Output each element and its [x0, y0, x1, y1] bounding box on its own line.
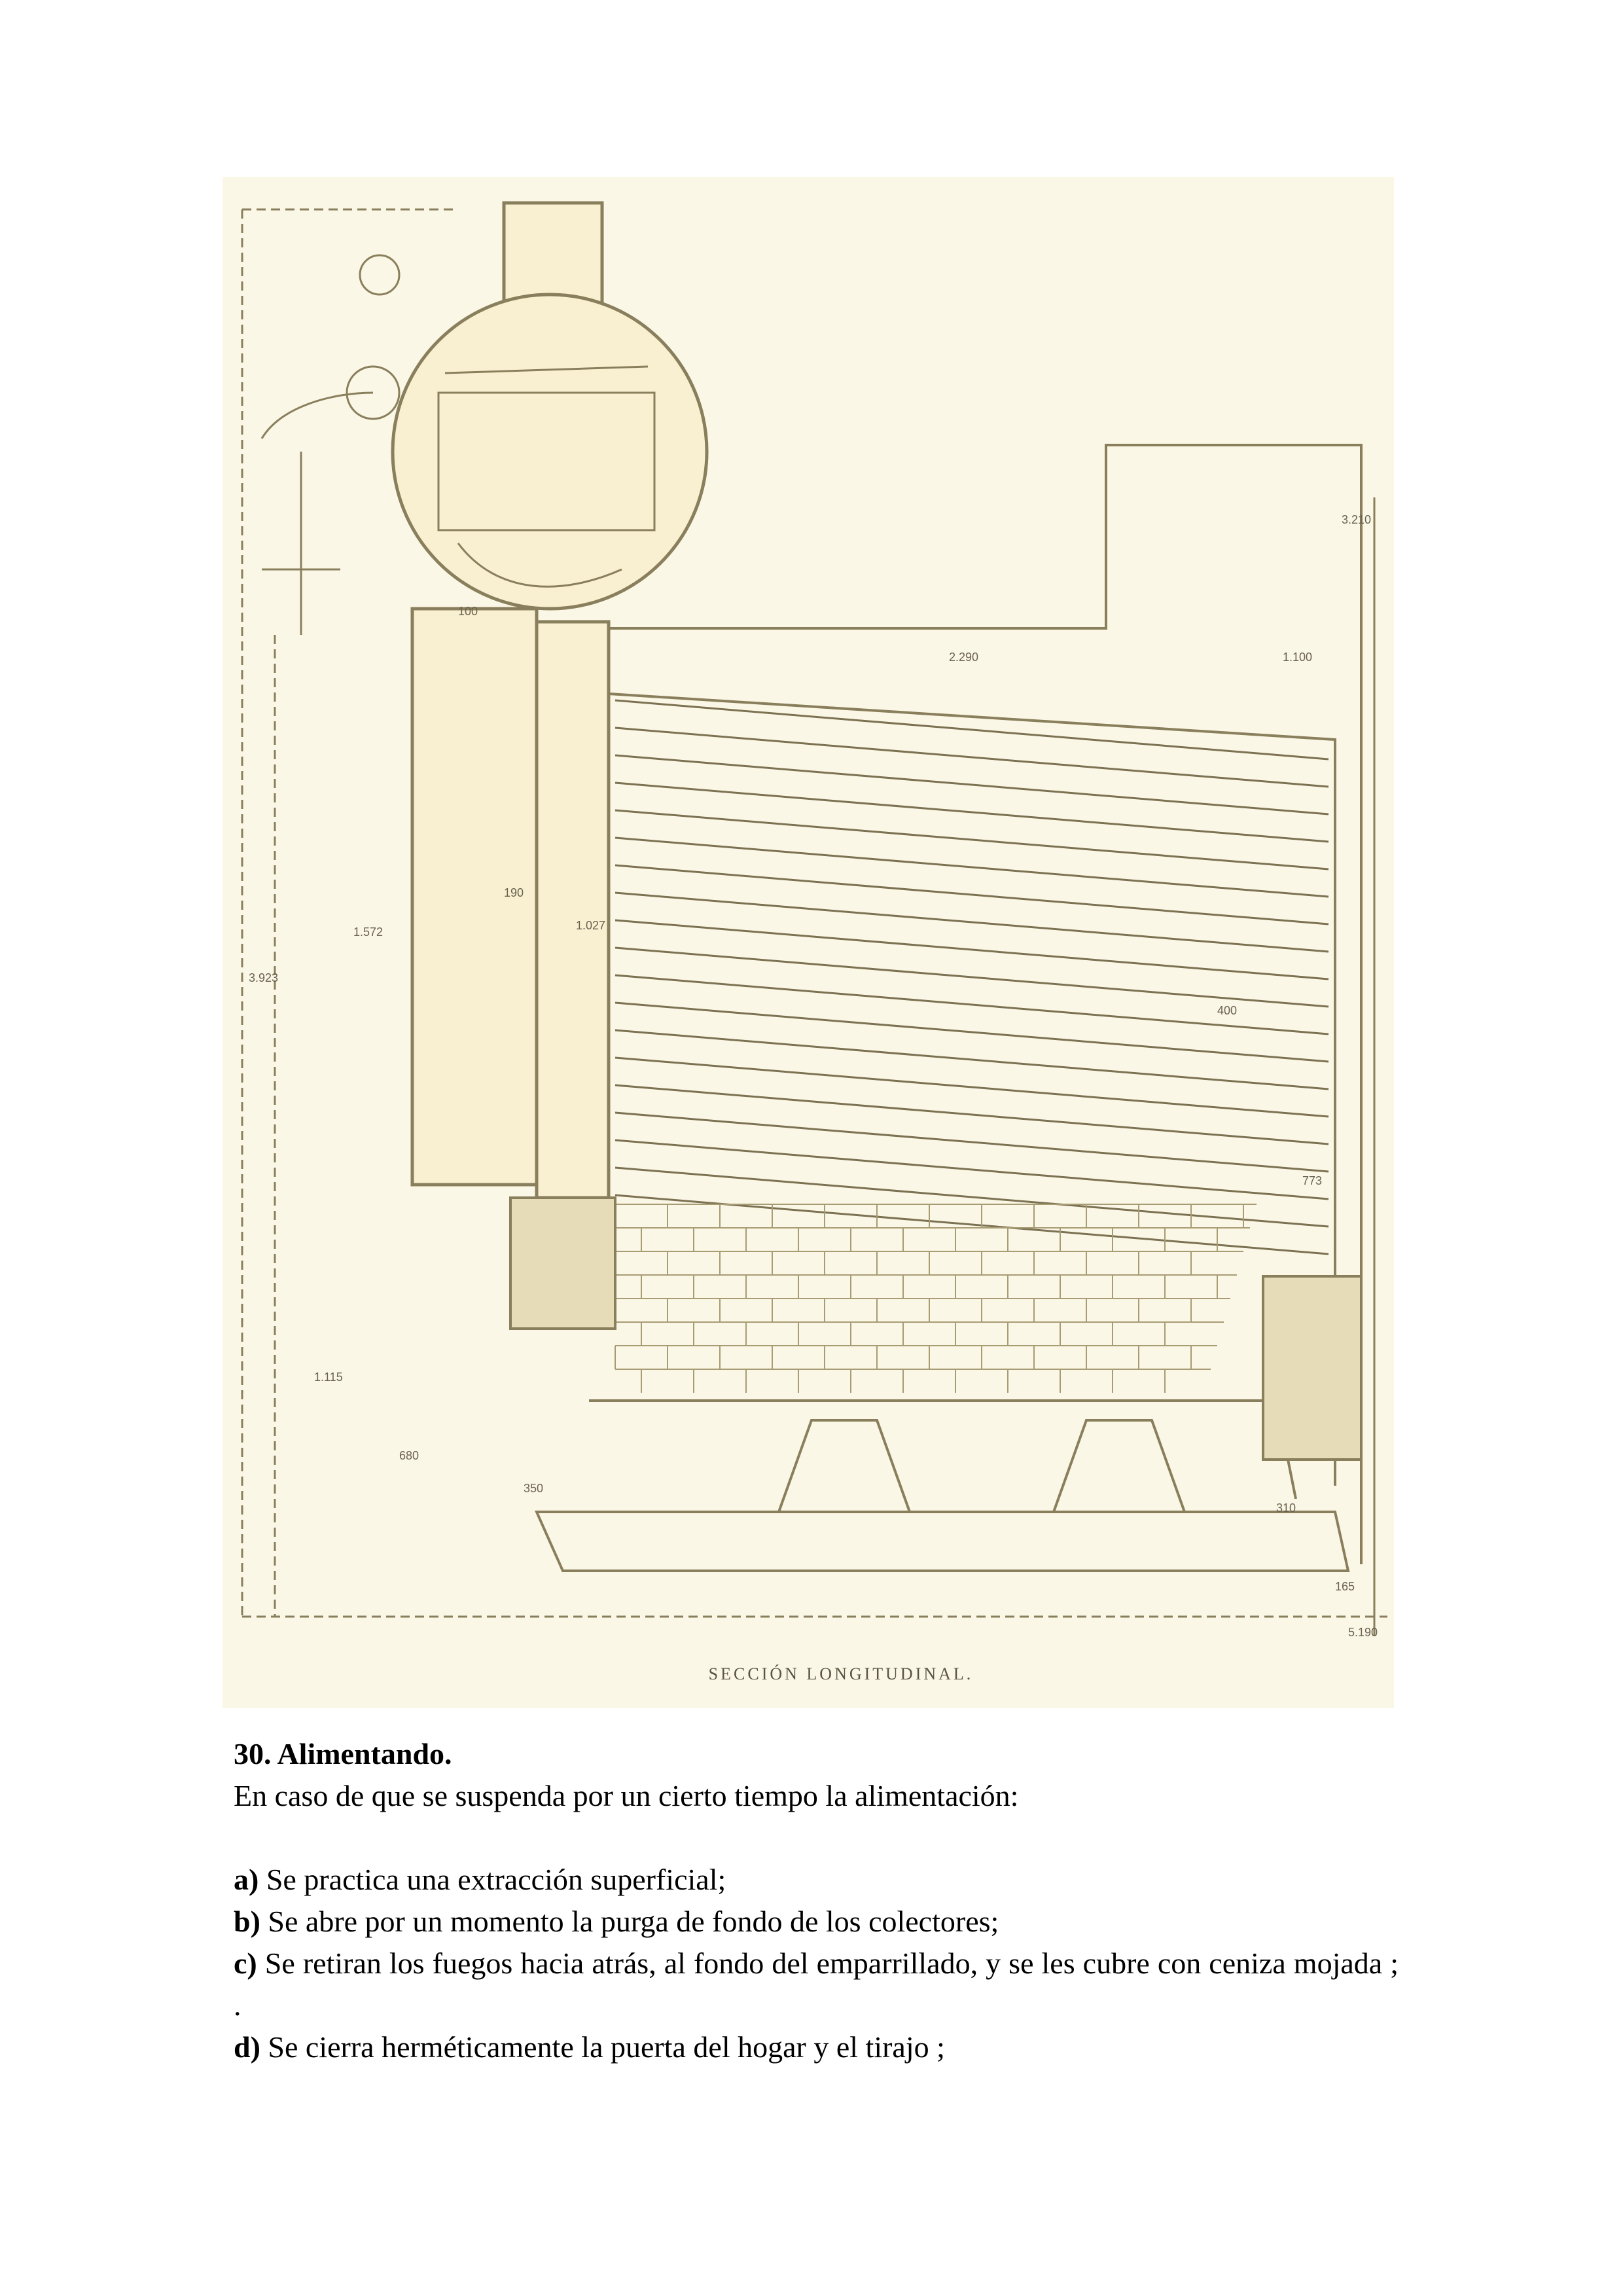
- item-text: Se practica una extracción superficial;: [266, 1863, 726, 1896]
- section-intro: En caso de que se suspenda por un cierto tiempo la alimentación:: [234, 1779, 1019, 1812]
- list-item: [234, 2026, 1399, 2068]
- item-text: Se abre por un momento la purga de fondo de los colectores;: [268, 1905, 999, 1938]
- dimension-label: 400: [1217, 1004, 1238, 1017]
- dimension-label: 1.572: [353, 925, 383, 939]
- boiler-section-drawing: [223, 177, 1394, 1708]
- dimension-label: 1.027: [576, 919, 606, 932]
- section-heading: 30. Alimentando.: [234, 1737, 452, 1770]
- item-label: a): [234, 1863, 259, 1896]
- dimension-label: 190: [504, 886, 524, 899]
- dimension-label: 1.100: [1283, 651, 1313, 664]
- section-text: [234, 1733, 1399, 2068]
- dimension-label: 350: [524, 1482, 544, 1495]
- list-item: [234, 1943, 1399, 2026]
- dimension-label: 2.290: [949, 651, 979, 664]
- dimension-label: 310: [1276, 1501, 1296, 1515]
- item-text: Se cierra herméticamente la puerta del hogar y el tirajo ;: [268, 2030, 945, 2064]
- item-label: d): [234, 2030, 260, 2064]
- item-label: c): [234, 1946, 257, 1980]
- item-label: b): [234, 1905, 260, 1938]
- dimension-label: 100: [458, 605, 478, 618]
- dimension-label: 5.190: [1348, 1626, 1378, 1639]
- dimension-label: 3.210: [1342, 513, 1372, 526]
- item-text: Se retiran los fuegos hacia atrás, al fondo del emparrillado, y se les cubre con ceniza mojada ; .: [234, 1946, 1399, 2022]
- dimension-label: 165: [1335, 1580, 1355, 1593]
- dimension-label: 1.115: [314, 1371, 343, 1384]
- list-item: [234, 1901, 1399, 1943]
- dimension-label: 3.923: [249, 971, 279, 984]
- figure-caption: SECCIÓN LONGITUDINAL.: [708, 1664, 974, 1683]
- list-item: [234, 1859, 1399, 1901]
- dimension-label: 773: [1302, 1174, 1323, 1187]
- dimension-label: 680: [399, 1449, 419, 1462]
